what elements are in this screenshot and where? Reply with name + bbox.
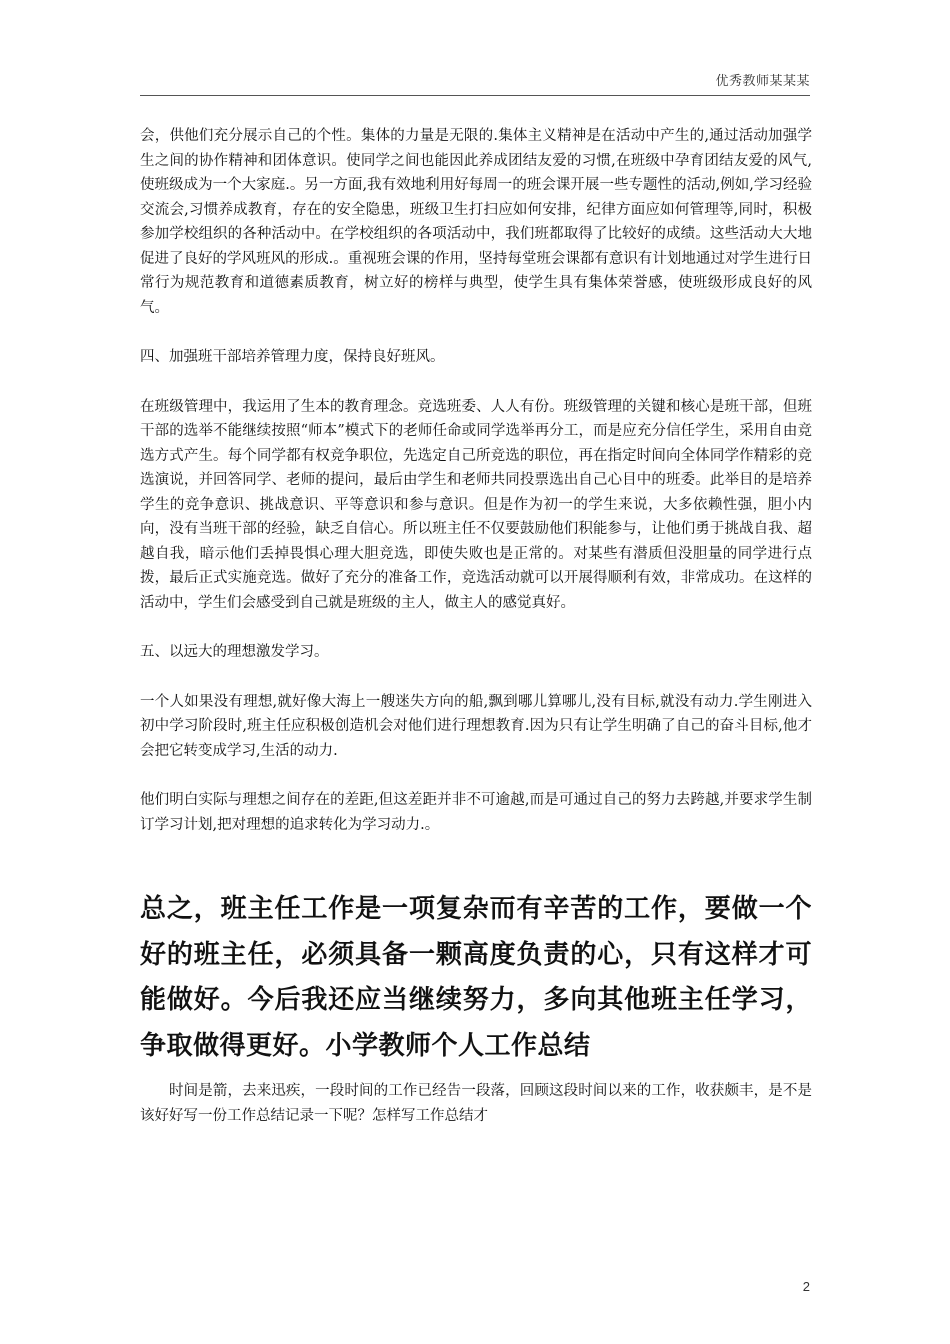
section-heading-5: 五、以远大的理想激发学习。 bbox=[140, 644, 329, 660]
header-title: 优秀教师某某某 bbox=[715, 74, 810, 89]
header-divider bbox=[140, 95, 810, 96]
section-gap bbox=[140, 837, 812, 887]
paragraph-gap bbox=[140, 370, 812, 395]
conclusion-large-text: 总之，班主任工作是一项复杂而有辛苦的工作，要做一个好的班主任，必须具备一颗高度负责的心，只有这样才可能做好。今后我还应当继续努力，多向其他班主任学习，争取做得更好。小学教师个人工作总结 bbox=[140, 894, 812, 1061]
document-body bbox=[140, 124, 812, 1128]
paragraph-gap bbox=[140, 615, 812, 640]
section-gap bbox=[140, 1069, 812, 1079]
section-heading-4: 四、加强班干部培养管理力度，保持良好班风。 bbox=[140, 349, 445, 365]
paragraph-gap bbox=[140, 665, 812, 690]
paragraph-class-activities: 会，供他们充分展示自己的个性。集体的力量是无限的.集体主义精神是在活动中产生的,通过活动加强学生之间的协作精神和团体意识。使同学之间也能因此养成团结友爱的习惯,在班级中孕育团结友爱的风气,使班级成为一个大家庭.。另一方面,我有效地利用好每周一的班会课开展一些专题性的活动,例如,学习经验交流会,习惯养成教育，存在的安全隐患，班级卫生打扫应如何安排，纪律方面应如何管理等,同时，积极参加学校组织的各种活动中。在学校组织的各项活动中，我们班都取得了比较好的成绩。这些活动大大地促进了良好的学风班风的形成.。重视班会课的作用，坚持每堂班会课都有意识有计划地通过对学生进行日常行为规范教育和道德素质教育，树立好的榜样与典型，使学生具有集体荣誉感，使班级形成良好的风气。 bbox=[140, 128, 812, 316]
paragraph-gap bbox=[140, 763, 812, 788]
paragraph-study-plan: 他们明白实际与理想之间存在的差距,但这差距并非不可逾越,而是可通过自己的努力去跨越,并要求学生制订学习计划,把对理想的追求转化为学习动力.。 bbox=[140, 792, 812, 833]
paragraph-ideals: 一个人如果没有理想,就好像大海上一艘迷失方向的船,飘到哪儿算哪儿,没有目标,就没有动力.学生刚进入初中学习阶段时,班主任应积极创造机会对他们进行理想教育.因为只有让学生明确了自己的奋斗目标,他才会把它转变成学习,生活的动力. bbox=[140, 693, 812, 759]
page-number: 2 bbox=[802, 1279, 810, 1294]
paragraph-time-intro: 时间是箭，去来迅疾，一段时间的工作已经告一段落，回顾这段时间以来的工作，收获颇丰，是不是该好好写一份工作总结记录一下呢？怎样写工作总结才 bbox=[140, 1083, 812, 1124]
paragraph-gap bbox=[140, 320, 812, 345]
paragraph-class-cadre: 在班级管理中，我运用了生本的教育理念。竞选班委、人人有份。班级管理的关键和核心是班干部，但班干部的选举不能继续按照“师本”模式下的老师任命或同学选举再分工，而是应充分信任学生，采用自由竞选方式产生。每个同学都有权竞争职位，先选定自己所竞选的职位，再在指定时间向全体同学作精彩的竞选演说，并回答同学、老师的提问，最后由学生和老师共同投票选出自己心目中的班委。此举目的是培养学生的竞争意识、挑战意识、平等意识和参与意识。但是作为初一的学生来说，大多依赖性强，胆小内向，没有当班干部的经验，缺乏自信心。所以班主任不仅要鼓励他们积能参与，让他们勇于挑战自我、超越自我，暗示他们丢掉畏惧心理大胆竞选，即使失败也是正常的。对某些有潜质但没胆量的同学进行点拨，最后正式实施竞选。做好了充分的准备工作，竞选活动就可以开展得顺利有效，非常成功。在这样的活动中，学生们会感受到自己就是班级的主人，做主人的感觉真好。 bbox=[140, 398, 812, 611]
